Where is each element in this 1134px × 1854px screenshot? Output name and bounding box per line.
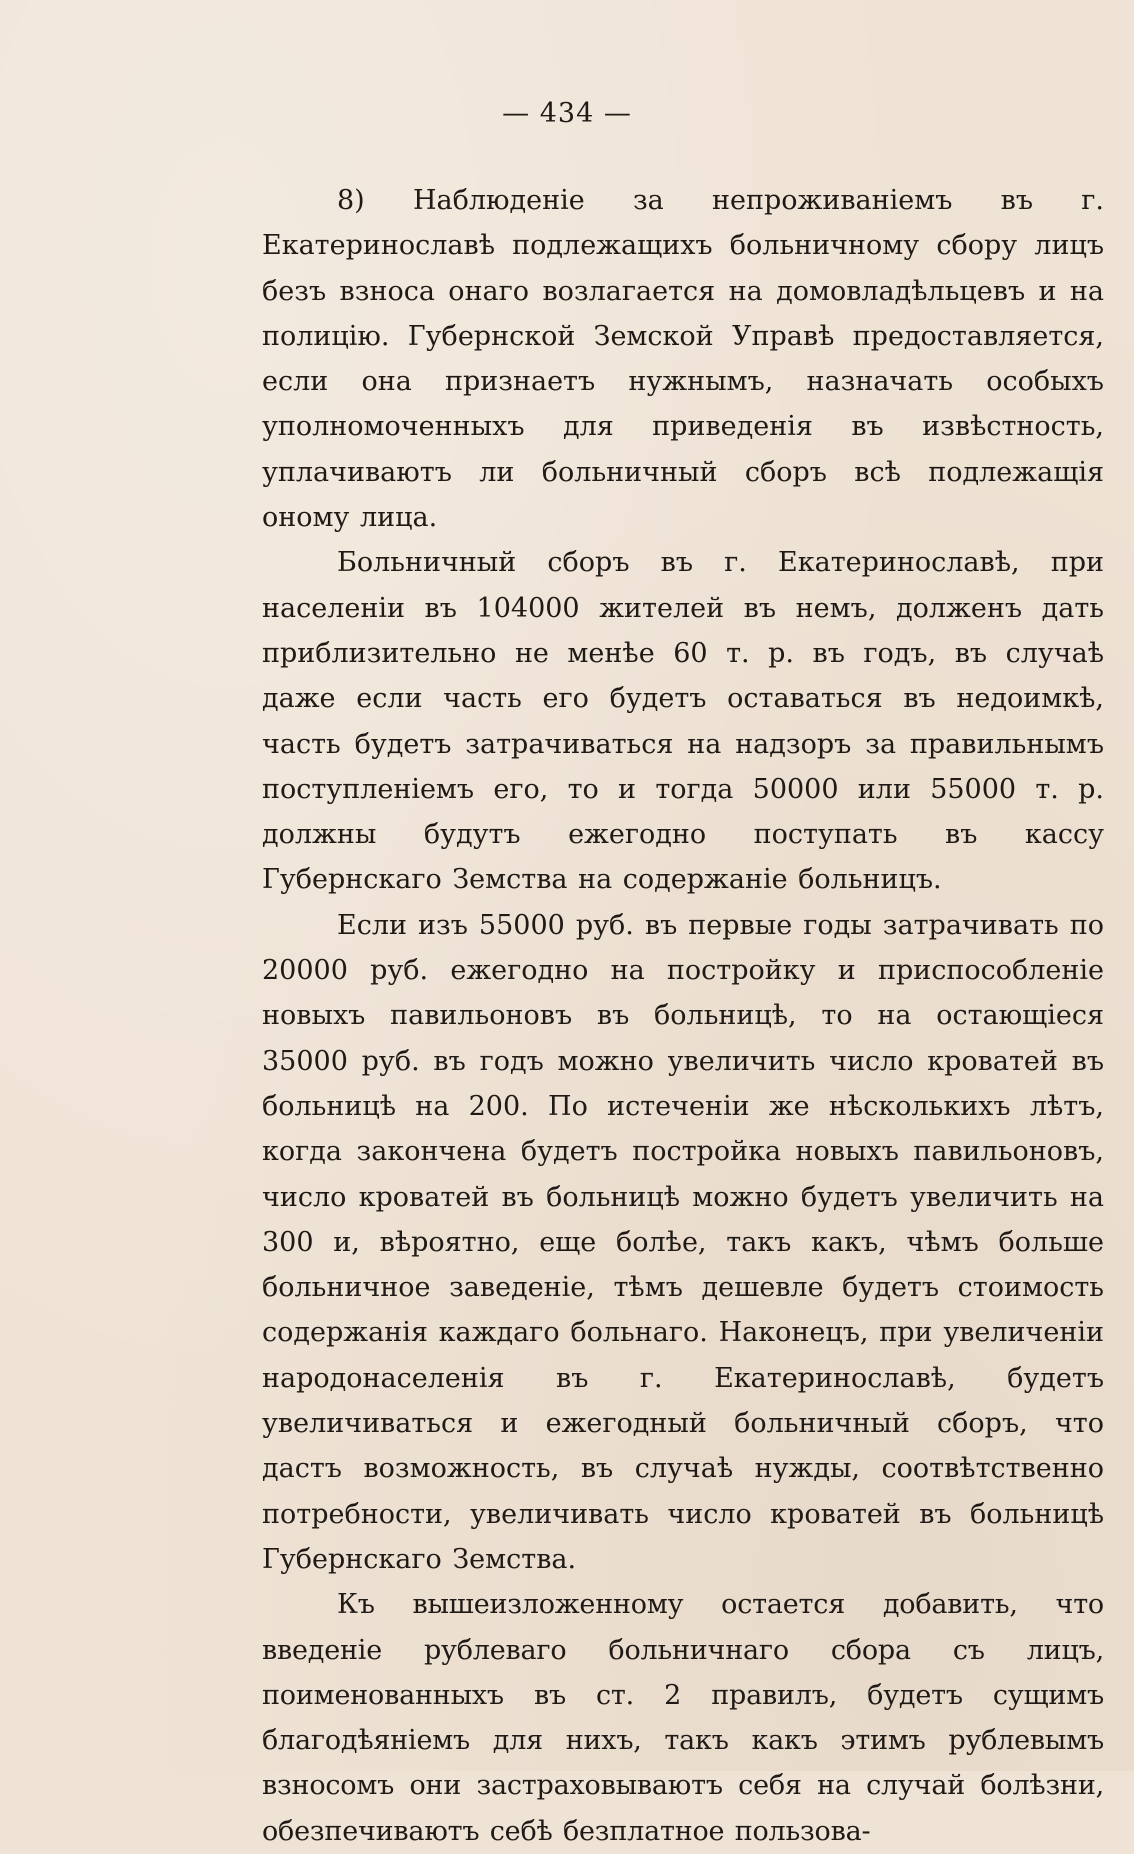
paragraph-2: Больничный сборъ въ г. Екатеринославѣ, при населеніи въ 104000 жителей въ немъ, долженъ дать приблизительно не менѣе 60 т. р. въ годъ, въ случаѣ даже если часть его будетъ оставаться въ недоимкѣ, часть будетъ затрачиваться на надзоръ за правильнымъ поступленіемъ его, то и тогда 50000 или 55000 т. р. должны будутъ ежегодно поступать въ кассу Губернскаго Земства на содержаніе больницъ. [262,547,1104,896]
paragraph-4: Къ вышеизложенному остается добавить, что введеніе рублеваго больничнаго сбора съ лицъ, поименованныхъ въ ст. 2 правилъ, будетъ сущимъ благодѣяніемъ для нихъ, такъ какъ этимъ рублевымъ взносомъ они застраховываютъ себя на случай болѣзни, обезпечиваютъ себѣ безплатное пользова- [262,1589,1104,1847]
paragraph-3: Если изъ 55000 руб. въ первые годы затрачивать по 20000 руб. ежегодно на постройку и приспособленіе новыхъ павильоновъ въ больницѣ, то на остающіеся 35000 руб. въ годъ можно увеличить число кроватей въ больницѣ на 200. По истеченіи же нѣсколькихъ лѣтъ, когда закончена будетъ постройка новыхъ павильоновъ, число кроватей въ больницѣ можно будетъ увеличить на 300 и, вѣроятно, еще болѣе, такъ какъ, чѣмъ больше больничное заведеніе, тѣмъ дешевле будетъ стоимость содержанія каждаго больнаго. Наконецъ, при увеличеніи народонаселенія въ г. Екатеринославѣ, будетъ увеличиваться и ежегодный больничный сборъ, что дастъ возможность, въ случаѣ нужды, соотвѣтственно потребности, увеличивать число кроватей въ больницѣ Губернскаго Земства. [262,909,1104,1575]
body-text [262,178,1104,1854]
paragraph-1: 8) Наблюденіе за непроживаніемъ въ г. Екатеринославѣ подлежащихъ больничному сбору лицъ безъ взноса онаго возлагается на домовладѣльцевъ и на полицію. Губернской Земской Управѣ предоставляется, если она признаетъ нужнымъ, назначать особыхъ уполномоченныхъ для приведенія въ извѣстность, уплачиваютъ ли больничный сборъ всѣ подлежащія оному лица. [262,185,1104,534]
page-number: — 434 — [502,98,632,129]
